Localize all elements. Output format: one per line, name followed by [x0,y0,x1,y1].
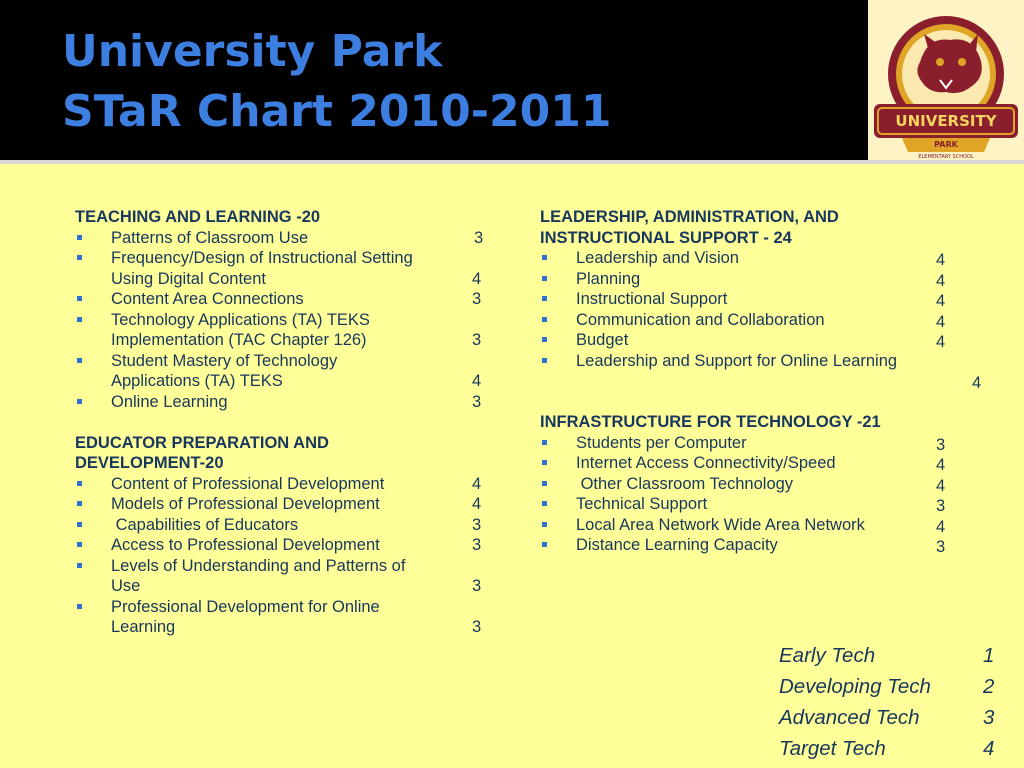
item-label-cont: Applications (TA) TEKS [111,372,283,390]
item-score: 3 [472,618,482,636]
bullet-icon [77,563,82,568]
item-label: Local Area Network Wide Area Network [576,515,865,534]
bullet-icon [77,604,82,609]
star-level-legend [779,640,999,764]
item-score: 4 [936,312,946,331]
item-score: 4 [472,495,482,513]
item-label-cont: Use [111,577,141,595]
item-score: 4 [936,456,946,474]
heading-line-1: EDUCATOR PREPARATION AND [75,433,329,452]
panther-eye-left [936,58,944,66]
item-score: 3 [936,497,946,515]
item-label: Patterns of Classroom Use [111,228,309,247]
list-item [75,597,495,638]
item-label: Instructional Support [576,290,728,308]
logo-text-park: PARK [934,140,958,149]
item-score: 4 [936,292,946,310]
title-line-1: University Park [62,26,443,77]
list-item [75,310,495,351]
legend-row [779,640,999,671]
item-label: Planning [576,269,641,288]
item-score: 3 [472,577,482,595]
item-label: Models of Professional Development [111,495,380,513]
item-label: Content Area Connections [111,290,304,308]
item-label: Frequency/Design of Instructional Setting [111,249,413,267]
item-score: 3 [936,538,946,556]
legend-label: Target Tech [779,737,886,760]
legend-label: Advanced Tech [779,706,920,729]
item-label-cont: Using Digital Content [111,269,266,288]
item-score: 4 [472,269,482,288]
panther-logo-icon [868,0,1024,160]
bullet-icon [77,501,82,506]
legend-row [779,671,999,702]
bullet-icon [542,317,547,322]
item-score: 3 [474,228,484,247]
logo-text-school: ELEMENTARY SCHOOL [918,154,974,160]
list-item [540,515,980,536]
list-item [75,392,495,413]
list-item [75,474,495,495]
list-item [540,269,980,290]
item-score: 4 [936,251,946,269]
list-item [540,351,980,392]
item-score: 4 [936,271,946,290]
bullet-icon [77,522,82,527]
heading-line-2: INSTRUCTIONAL SUPPORT - 24 [540,228,792,247]
bullet-icon [542,501,547,506]
item-score: 3 [936,435,946,454]
item-label: Online Learning [111,392,228,411]
item-score: 4 [472,474,482,493]
item-score: 4 [936,517,946,536]
bullet-icon [542,440,547,445]
list-item [540,535,980,556]
item-label: Capabilities of Educators [111,515,299,534]
bullet-icon [542,255,547,260]
item-score: 4 [936,476,946,495]
bullet-icon [542,481,547,486]
item-score: 3 [472,515,482,534]
item-label: Leadership and Vision [576,249,739,267]
item-score: 3 [472,290,482,308]
item-label: Access to Professional Development [111,536,380,554]
bullet-icon [77,358,82,363]
item-label: Leadership and Support for Online Learning [576,351,898,370]
item-score: 3 [472,331,482,349]
legend-value: 4 [983,737,995,760]
list-item [75,248,495,289]
item-label: Levels of Understanding and Patterns of [111,556,406,575]
item-label-cont: Implementation (TAC Chapter 126) [111,331,367,349]
item-label: Student Mastery of Technology [111,351,338,370]
bullet-icon [77,317,82,322]
title-line-2: STaR Chart 2010-2011 [62,86,612,137]
item-label: Distance Learning Capacity [576,536,778,554]
list-item [75,535,495,556]
item-label: Other Classroom Technology [576,474,794,493]
right-column [540,207,980,556]
legend-row [779,702,999,733]
bullet-icon [542,296,547,301]
header-divider [0,160,1024,164]
list-item [540,248,980,269]
item-label-cont: Learning [111,618,176,636]
list-item [540,330,980,351]
section-heading-leadership [540,207,980,248]
item-label: Content of Professional Development [111,474,385,493]
legend-value: 2 [983,675,995,698]
school-logo [868,0,1024,160]
bullet-icon [77,399,82,404]
heading-line-1: LEADERSHIP, ADMINISTRATION, AND [540,208,839,226]
list-item [540,289,980,310]
bullet-icon [542,276,547,281]
list-item [540,433,980,454]
panther-eye-right [958,58,966,66]
section-heading-teaching-learning: TEACHING AND LEARNING -20 [75,208,321,226]
list-item [75,289,495,310]
heading-line-2: DEVELOPMENT-20 [75,454,224,472]
item-score: 4 [472,372,482,390]
item-label: Internet Access Connectivity/Speed [576,454,836,472]
legend-label: Developing Tech [779,675,931,698]
item-score: 4 [972,374,982,392]
list-item [75,351,495,392]
bullet-icon [77,255,82,260]
item-label: Professional Development for Online [111,597,380,616]
bullet-icon [77,296,82,301]
bullet-icon [77,481,82,486]
section-heading-infrastructure: INFRASTRUCTURE FOR TECHNOLOGY -21 [540,413,881,431]
item-score: 3 [472,536,482,554]
item-label: Budget [576,331,629,349]
bullet-icon [542,542,547,547]
item-label: Technology Applications (TA) TEKS [111,310,370,329]
bullet-icon [542,460,547,465]
list-item [75,228,495,249]
list-item [75,556,495,597]
left-column [75,207,495,638]
list-item [75,494,495,515]
legend-value: 1 [983,644,995,667]
bullet-icon [542,358,547,363]
list-item [540,453,980,474]
item-label: Communication and Collaboration [576,310,825,329]
legend-label: Early Tech [779,644,876,667]
bullet-icon [542,337,547,342]
list-item [540,474,980,495]
item-score: 3 [472,392,482,411]
legend-value: 3 [983,706,995,729]
legend-row [779,733,999,764]
list-item [540,494,980,515]
item-label: Students per Computer [576,433,747,452]
bullet-icon [77,235,82,240]
logo-text-university: UNIVERSITY [895,112,997,130]
section-heading-educator-preparation [75,433,495,474]
list-item [540,310,980,331]
bullet-icon [542,522,547,527]
item-label: Technical Support [576,495,708,513]
list-item [75,515,495,536]
bullet-icon [77,542,82,547]
page-title [62,22,611,142]
item-score: 4 [936,333,946,351]
